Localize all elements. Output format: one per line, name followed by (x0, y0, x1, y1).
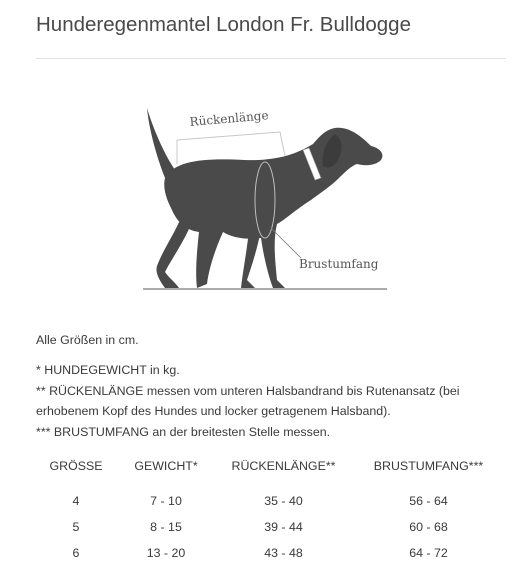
chest-pointer-line (271, 228, 301, 258)
cell-weight: 13 - 20 (146, 546, 186, 560)
sizes-note: Alle Größen in cm. (36, 333, 139, 347)
size-table (36, 452, 506, 566)
dog-tail (147, 108, 175, 178)
measurement-notes (36, 360, 511, 442)
chest-girth-label: Brustumfang (299, 257, 379, 271)
cell-size: 4 (72, 494, 80, 508)
note-line: ** RÜCKENLÄNGE messen vom unteren Halsbandrand bis Rutenansatz (bei (36, 383, 460, 398)
dog-back-leg (156, 222, 191, 288)
dog-measurement-diagram (135, 100, 395, 300)
header-back-length: RÜCKENLÄNGE** (231, 459, 336, 473)
note-line: * HUNDEGEWICHT in kg. (36, 363, 180, 377)
title-divider (36, 58, 506, 59)
back-length-label: Rückenlänge (189, 108, 270, 129)
cell-back-length: 35 - 40 (264, 494, 303, 508)
cell-weight: 8 - 15 (150, 520, 182, 534)
table-row (36, 514, 506, 540)
note-line: erhobenem Kopf des Hundes und locker getragenem Halsband). (36, 404, 391, 418)
product-title: Hunderegenmantel London Fr. Bulldogge (36, 13, 411, 36)
cell-chest-girth: 60 - 68 (409, 520, 448, 534)
cell-chest-girth: 56 - 64 (409, 494, 448, 508)
dog-illustration (135, 100, 395, 300)
note-line: *** BRUSTUMFANG an der breitesten Stelle messen. (36, 424, 331, 439)
table-row (36, 540, 506, 566)
table-row (36, 480, 506, 514)
header-chest-girth: BRUSTUMFANG*** (373, 459, 484, 473)
header-weight: GEWICHT* (134, 459, 198, 473)
cell-size: 6 (72, 546, 80, 560)
cell-weight: 7 - 10 (150, 494, 182, 508)
dog-front-leg (241, 230, 261, 288)
cell-chest-girth: 64 - 72 (409, 546, 448, 560)
cell-size: 5 (72, 520, 80, 534)
size-table-header (36, 452, 506, 480)
cell-back-length: 43 - 48 (264, 546, 303, 560)
cell-back-length: 39 - 44 (264, 520, 303, 534)
header-size: GRÖSSE (49, 459, 103, 473)
